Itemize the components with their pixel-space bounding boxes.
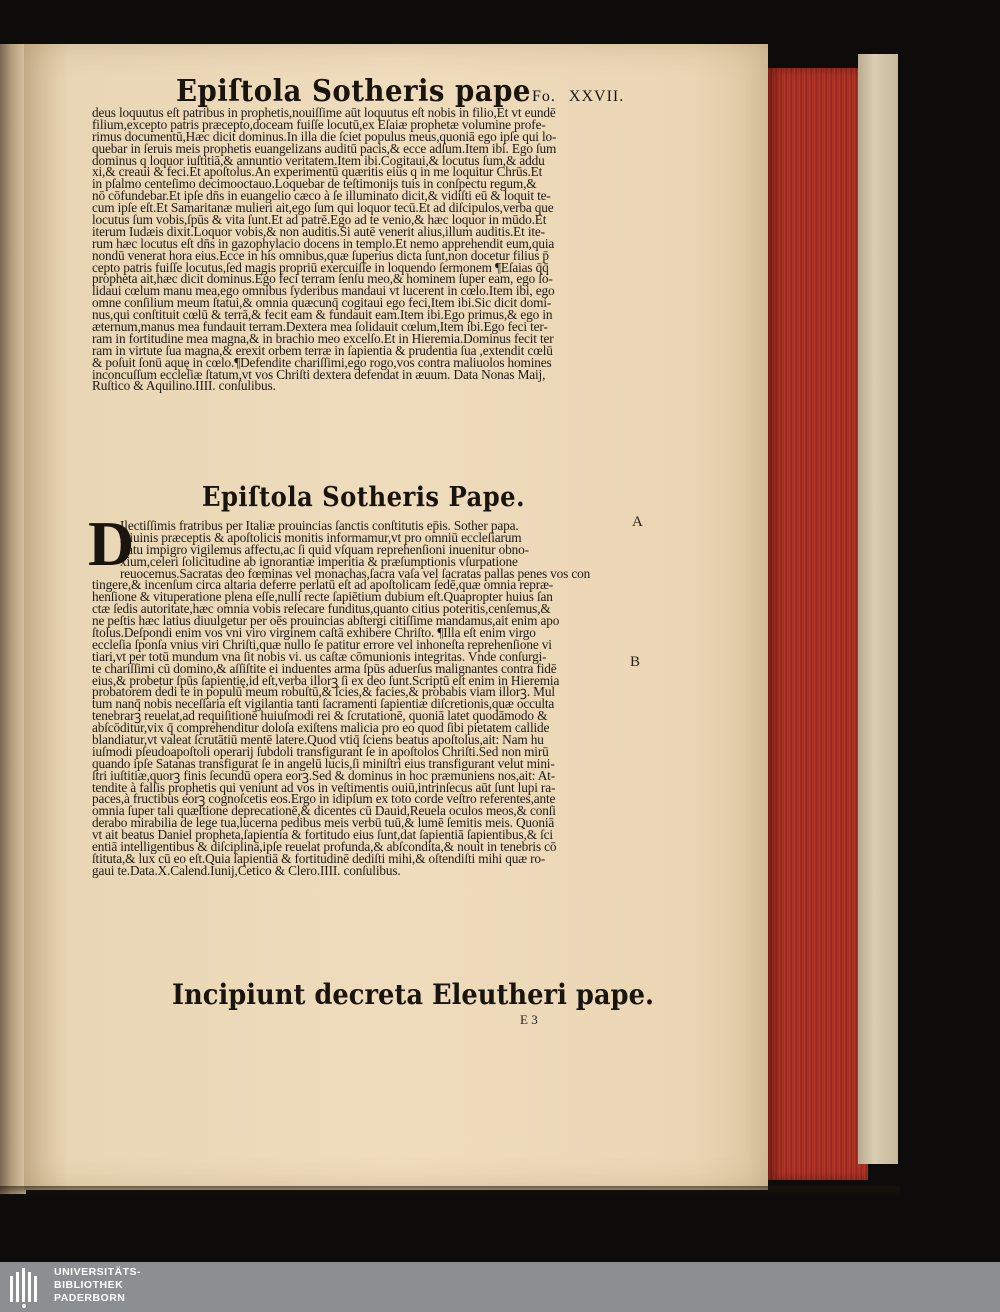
text-line: henſione & vituperatione plena eſſe,nulli recte ſapiētium dubium eſt.Quapropter huius ſan bbox=[92, 589, 553, 605]
text-line: abſcōditur,vix q̄ comprehenditur doloſa exiſtens malicia pro eo quod ſibi pietatem callide bbox=[92, 720, 550, 736]
text-line: inconcuſſum eccleſiæ ſtatum,vt vos Chriſti dextera defendat in æuum. Data Nonas Maij, bbox=[92, 366, 546, 382]
library-name bbox=[54, 1266, 141, 1305]
left-page-edge bbox=[0, 44, 26, 1194]
cover-board bbox=[858, 54, 898, 1164]
library-name-line-3: PADERBORN bbox=[54, 1292, 126, 1304]
library-logo-icon bbox=[6, 1268, 46, 1308]
drop-cap: D bbox=[88, 508, 135, 579]
text-line: nondū venerat hora eius.Ecce in his omnibus,quæ ſuperius dicta ſunt,non docetur filius p̄ bbox=[92, 247, 549, 263]
text-line: filium,excepto patris præcepto,doceam fuiſſe locutū,ex Eſaiæ prophetæ volumine profe- bbox=[92, 116, 546, 132]
text-line: in pſalmo centeſimo decimooctauo.Loquebar de teſtimonijs tuis in conſpectu regum,& bbox=[92, 176, 537, 192]
library-footer-bar bbox=[0, 1262, 1000, 1312]
text-line: tenebrarꝫ reuelat,ad requiſitionē huiuſmodi rei & ſcrutationē, quoniā latet quodāmodo & bbox=[92, 708, 548, 724]
text-line: rum hæc locutus eſt dn̄s in gazophylacio docens in templo.Et nemo apprehendit eum,quia bbox=[92, 235, 555, 251]
text-line: ne peſtis hæc latius diuulgetur per oēs prouincias abſtergi citiſſime mandamus,ait enim apo bbox=[92, 613, 560, 629]
text-line: te chariſſimi cū domino,& aſſiſtite ei induentes arma ſpūs aduerſus malignantes contra fidē bbox=[92, 660, 557, 676]
text-line: nus,qui conſtituit cœlū & terrā,& fecit eam & fundauit eam.Item ibi.Ego primus,& ego in bbox=[92, 307, 553, 323]
text-line: ctæ ſedis autoritate,hæc omnia vobis reſecare funditus,quanto citius poteritis,cenſemus,& bbox=[92, 601, 551, 617]
library-name-line-2: BIBLIOTHEK bbox=[54, 1279, 124, 1291]
running-title: Epiſtola Sotheris pape bbox=[176, 74, 531, 109]
text-line: quando ipſe Satanas transfigurat ſe in angelū lucis,ſi miniſtri eius transfigurant velut mini- bbox=[92, 755, 555, 771]
text-line: gaui te.Data.X.Calend.Iunij,Cetico & Clero.IIII. conſulibus. bbox=[92, 862, 401, 878]
library-name-line-1: UNIVERSITÄTS- bbox=[54, 1266, 142, 1278]
text-line: paces,à fructibus eorꝫ cognoſcetis eos.Ergo in idipſum ex toto corde veſtro referentes,ante bbox=[92, 791, 556, 807]
text-line: vt ait beatus Daniel propheta,ſapientia & fortitudo eius ſunt,dat ſapientiā ſapientibus,& ſci bbox=[92, 827, 553, 843]
text-line: probatorem dedi te in populū meum robuſtū,& ſcies,& facies,& probabis viam illorꝫ. Mul bbox=[92, 684, 555, 700]
text-line: omnia ſuper tali quæſtione deprecationē,& dicentes cū Dauid,Reuela oculos meos,& conſi bbox=[92, 803, 556, 819]
signature-mark: E 3 bbox=[520, 1012, 538, 1027]
text-line: iuſmodi pſeudoapoſtoli operarij ſubdoli transfigurant ſe in apoſtolos Chriſti.Sed non mirū bbox=[92, 743, 549, 759]
text-line: lidaui cœlum manu mea,ego omnibus ſyderibus mandaui vt lucerent in cœlo.Item ibi, ego bbox=[92, 283, 555, 299]
marginal-letter-a: A bbox=[632, 514, 643, 530]
text-line: ſtri iuſtitiæ,quorꝫ finis ſecundū opera eorꝫ.Sed & dominus in hoc præmuniens nos,ait: At- bbox=[92, 767, 555, 783]
folio-number bbox=[532, 88, 624, 106]
text-line: blandiatur,vt valeat ſcrutātiū mentē latere.Quod vtiq̄ ſciens beatus apoſtolus,ait: Nam hu bbox=[92, 732, 544, 748]
marginal-letter-b: B bbox=[630, 654, 641, 670]
text-line: rimus documentū,Hæc dicit dominus.In illa die ſciet populus meus,quoniā ego ipſe qui lo- bbox=[92, 128, 557, 144]
text-line: omne conſilium meum ſtatui,& omnia quæcunq̄ cogitaui ego feci,Item ibi.Sic dicit domi- bbox=[92, 295, 552, 311]
text-line: reuocemus.Sacratas deo fœminas vel monachas,ſacra vaſa vel ſacratas pallas penes vos con bbox=[120, 565, 591, 581]
text-line: æternum,manus mea fundauit terram.Dextera mea ſolidauit cœlum,Item ibi.Ego feci ter- bbox=[92, 319, 548, 335]
folio-prefix: Fo. bbox=[532, 88, 556, 105]
text-line: tiari,vt per totū mundum vna ſit nobis vi. us caſtæ cōmunionis integritas. Vnde conſurgi- bbox=[92, 648, 547, 664]
book-shadow bbox=[0, 1186, 900, 1198]
text-line: & poſuit ſonū aquę in cœlo.¶Defendite chariſſimi,ego rogo,vos contra maliuolos homines bbox=[92, 354, 552, 370]
text-line: ram in virtute ſua magna,& erexit orbem terræ in ſapientia & prudentia ſua ,extendit cœlū bbox=[92, 342, 553, 358]
text-line: dominus q loquor iuſtitiā,& annuntio veritatem.Item ibi.Cogitaui,& locutus ſum,& addu bbox=[92, 152, 545, 168]
text-line: ſtituta,& lux cū eo eſt.Quia ſapientiā & fortitudinē dediſti mihi,& oſtendiſti mihi quæ ro- bbox=[92, 850, 546, 866]
text-line: deus loquutus eſt patribus in prophetis,nouiſſime aūt loquutus eſt nobis in filio,Et vt eundē bbox=[92, 105, 556, 120]
text-line: Diuinis præceptis & apoſtolicis monitis informamur,vt pro omniū eccleſiarum bbox=[120, 529, 522, 545]
text-line: locutus ſum vobis,ſpūs & vita ſunt.Et ad patrē.Ego ad te venio,& hæc loquor in mūdo.Et bbox=[92, 212, 547, 228]
text-line: ſtatu impigro vigilemus affectu,ac ſi quid vſquam reprehenſioni inuenitur obno- bbox=[120, 541, 529, 557]
text-line: nō cōfundebar.Et ipſe dn̄s in euangelio cæco à ſe illuminato dicit,& vidiſti eū & loquit te- bbox=[92, 188, 551, 204]
text-line: cepto patris fuiſſe locutus,ſed magis propriū exercuiſſe in loquendo ſermonem ¶Eſaias q̄q̄ bbox=[92, 259, 549, 275]
red-fore-edge bbox=[768, 68, 868, 1180]
text-line: tingere,& incenſum circa altaria deferre perlatū eſt ad apoſtolicam ſedē,quæ omnia repræ- bbox=[92, 577, 554, 593]
text-line: eius,& probetur ſpūs ſapientię,id eſt,verba illorꝫ ſi ex deo ſunt.Scriptū eſt enim in Hieremia bbox=[92, 672, 560, 688]
text-line: derabo mirabilia de lege tua,lucerna pedibus meis verbū tuū,& lumē ſemitis meis. Quoniā bbox=[92, 815, 555, 831]
text-line: xium,celeri ſolicitudine ab ignorantiæ imperitia & præſumptionis vſurpatione bbox=[120, 553, 518, 569]
text-block-2 bbox=[92, 520, 590, 877]
text-line: tum nanq̄ nobis neceſſaria eſt vigilantia tanti ſacramenti ſapientiæ diſcretionis,quæ occulta bbox=[92, 696, 555, 712]
text-block-1 bbox=[92, 107, 556, 392]
section-heading: Epiſtola Sotheris Pape. bbox=[202, 482, 525, 513]
text-line: iterum Iudæis dixit.Loquor vobis,& non auditis.Si autē venerit alius,illum auditis.Et ite- bbox=[92, 223, 545, 239]
text-line: tendite à falſis prophetis qui veniunt ad vos in veſtimentis ouiū,intrinſecus aūt ſunt lupi ra- bbox=[92, 779, 556, 795]
text-line: entiā intelligentibus & diſciplinā,ipſe reuelat profunda,& abſcondita,& nouit in tenebris cō bbox=[92, 839, 557, 855]
text-line: Ruſtico & Aquilino.IIII. conſulibus. bbox=[92, 378, 276, 394]
text-line: quebar in ſeruis meis prophetis euangelizans auditū pacis,& ecce adſum.Item ibi. Ego ſum bbox=[92, 140, 557, 156]
text-line: ſtolus.Deſpondi enim vos vni viro virginem caſtā exhibere Chriſto. ¶Illa eſt enim virgo bbox=[92, 625, 536, 641]
next-section-heading: Incipiunt decreta Eleutheri pape. bbox=[172, 978, 654, 1011]
text-line: ram in fortitudine mea magna,& in brachio meo excelſo.Et in Hieremia.Dominus fecit ter bbox=[92, 330, 554, 346]
text-line: eccleſia ſponſa vnius viri Chriſti,quæ nullo ſe patitur errore vel inhoneſta reprehenſione vi bbox=[92, 636, 552, 652]
folio-value: XXVII. bbox=[568, 88, 625, 105]
text-line: xi,& creaui & feci.Et apoſtolus.An experimentū quæritis eius q in me loquitur Chrūs.Et bbox=[92, 164, 543, 180]
text-line: Ilectiſſimis fratribus per Italiæ prouincias ſanctis conſtitutis ep̄is. Sother papa. bbox=[120, 518, 519, 533]
text-line: propheta ait,hæc dicit dominus.Ego feci terram ſenſu meo,& hominem ſuper eam, ego ſo- bbox=[92, 271, 553, 287]
text-line: cum ipſe eſt.Et Samaritanæ mulieri ait,ego ſum qui loquor tecū.Et ad diſcipulos,verba que bbox=[92, 200, 554, 216]
